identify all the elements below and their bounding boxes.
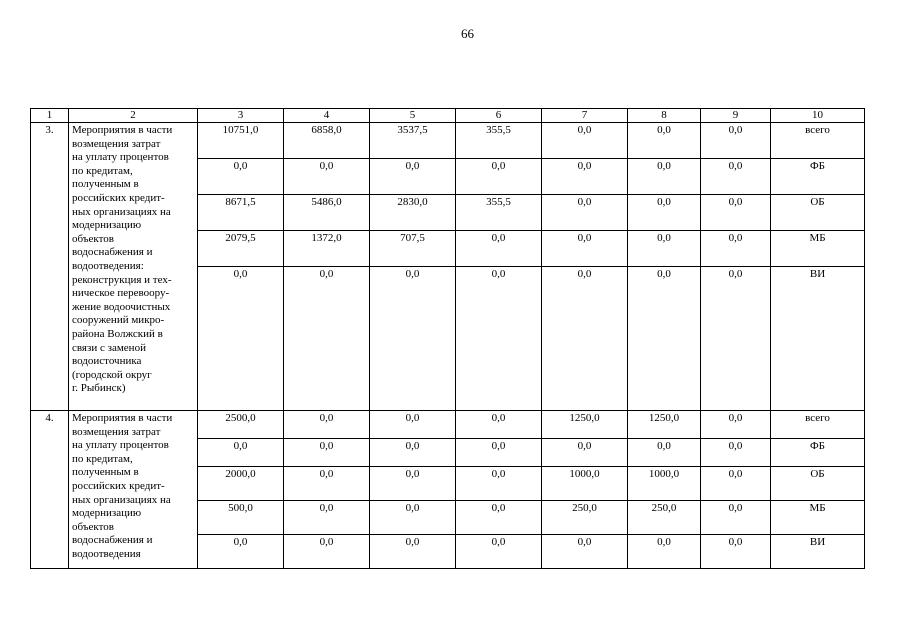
value-cell: 0,0: [628, 231, 701, 267]
description-line: возмещения затрат: [72, 425, 161, 438]
value-cell: 8671,5: [198, 195, 284, 231]
value-cell: 0,0: [456, 411, 542, 439]
header-row: [31, 109, 865, 123]
value-cell: 1372,0: [284, 231, 370, 267]
value-cell: 0,0: [370, 501, 456, 535]
funding-source-cell: всего: [771, 123, 865, 159]
value-cell: 0,0: [628, 439, 701, 467]
value-cell: 10751,0: [198, 123, 284, 159]
header-cell: 7: [542, 109, 628, 123]
value-cell: 2079,5: [198, 231, 284, 267]
item-number: 3.: [31, 123, 69, 411]
value-cell: 0,0: [628, 123, 701, 159]
page-number: 66: [461, 26, 474, 41]
description-line: по кредитам,: [72, 452, 133, 465]
value-cell: 0,0: [701, 501, 771, 535]
value-cell: 0,0: [542, 159, 628, 195]
header-cell: 2: [69, 109, 198, 123]
value-cell: 1000,0: [628, 467, 701, 501]
table-body: [31, 109, 865, 569]
description-line: полученным в: [72, 178, 139, 191]
value-cell: 250,0: [542, 501, 628, 535]
description-line: связи с заменой: [72, 341, 146, 354]
value-cell: 0,0: [456, 467, 542, 501]
header-cell: 6: [456, 109, 542, 123]
description-line: водоотведения: [72, 547, 141, 560]
header-cell: 1: [31, 109, 69, 123]
value-cell: 0,0: [198, 267, 284, 411]
header-cell: 3: [198, 109, 284, 123]
funding-source-cell: МБ: [771, 231, 865, 267]
value-cell: 0,0: [370, 439, 456, 467]
funding-source-cell: ВИ: [771, 535, 865, 569]
value-cell: 0,0: [542, 123, 628, 159]
value-cell: 1250,0: [542, 411, 628, 439]
value-cell: 0,0: [542, 535, 628, 569]
value-cell: 0,0: [628, 267, 701, 411]
table-row: [31, 123, 865, 159]
header-cell: 8: [628, 109, 701, 123]
value-cell: 0,0: [701, 195, 771, 231]
value-cell: 0,0: [284, 535, 370, 569]
value-cell: 0,0: [284, 467, 370, 501]
value-cell: 0,0: [370, 467, 456, 501]
value-cell: 6858,0: [284, 123, 370, 159]
funding-source-cell: всего: [771, 411, 865, 439]
value-cell: 0,0: [284, 159, 370, 195]
value-cell: 250,0: [628, 501, 701, 535]
funding-source-cell: ФБ: [771, 439, 865, 467]
value-cell: 0,0: [628, 159, 701, 195]
value-cell: 0,0: [542, 267, 628, 411]
value-cell: 0,0: [370, 411, 456, 439]
value-cell: 355,5: [456, 195, 542, 231]
value-cell: 0,0: [284, 267, 370, 411]
value-cell: 0,0: [701, 411, 771, 439]
value-cell: 0,0: [198, 535, 284, 569]
value-cell: 2500,0: [198, 411, 284, 439]
description-line: г. Рыбинск): [72, 382, 126, 395]
item-description: [69, 123, 198, 411]
description-line: полученным в: [72, 466, 139, 479]
header-cell: 4: [284, 109, 370, 123]
description-line: ных организациях на: [72, 493, 171, 506]
description-line: ническое перевоору-: [72, 287, 170, 300]
description-line: сооружений микро-: [72, 314, 165, 327]
value-cell: 707,5: [370, 231, 456, 267]
header-cell: 10: [771, 109, 865, 123]
value-cell: 2830,0: [370, 195, 456, 231]
value-cell: 0,0: [701, 123, 771, 159]
value-cell: 1250,0: [628, 411, 701, 439]
value-cell: 1000,0: [542, 467, 628, 501]
value-cell: 0,0: [284, 501, 370, 535]
value-cell: 0,0: [542, 195, 628, 231]
value-cell: 0,0: [456, 535, 542, 569]
funding-source-cell: МБ: [771, 501, 865, 535]
header-cell: 9: [701, 109, 771, 123]
description-line: ных организациях на: [72, 205, 171, 218]
value-cell: 0,0: [370, 535, 456, 569]
funding-source-cell: ВИ: [771, 267, 865, 411]
description-line: Мероприятия в части: [72, 124, 173, 136]
value-cell: 0,0: [456, 231, 542, 267]
value-cell: 0,0: [542, 231, 628, 267]
value-cell: 0,0: [456, 159, 542, 195]
value-cell: 0,0: [456, 501, 542, 535]
description-line: на уплату процентов: [72, 439, 169, 452]
table-row: [31, 411, 865, 439]
description-line: (городской округ: [72, 368, 152, 381]
funding-source-cell: ОБ: [771, 467, 865, 501]
value-cell: 0,0: [701, 267, 771, 411]
item-description: [69, 411, 198, 569]
value-cell: 2000,0: [198, 467, 284, 501]
description-line: российских кредит-: [72, 479, 165, 492]
value-cell: 0,0: [701, 467, 771, 501]
funding-source-cell: ОБ: [771, 195, 865, 231]
value-cell: 0,0: [456, 267, 542, 411]
description-line: по кредитам,: [72, 164, 133, 177]
value-cell: 500,0: [198, 501, 284, 535]
description-line: водоснабжения и: [72, 534, 153, 547]
value-cell: 355,5: [456, 123, 542, 159]
value-cell: 0,0: [628, 535, 701, 569]
description-line: водоснабжения и: [72, 246, 153, 259]
description-line: возмещения затрат: [72, 137, 161, 150]
value-cell: 0,0: [701, 231, 771, 267]
description-line: объектов: [72, 232, 114, 245]
description-line: модернизацию: [72, 507, 142, 520]
description-line: на уплату процентов: [72, 151, 169, 164]
description-line: водоотведения:: [72, 259, 144, 272]
description-line: жение водоочистных: [72, 300, 171, 313]
value-cell: 0,0: [284, 411, 370, 439]
description-line: водоисточника: [72, 355, 142, 368]
value-cell: 0,0: [284, 439, 370, 467]
value-cell: 0,0: [370, 267, 456, 411]
value-cell: 5486,0: [284, 195, 370, 231]
description-line: Мероприятия в части: [72, 412, 173, 424]
description-line: объектов: [72, 520, 114, 533]
value-cell: 3537,5: [370, 123, 456, 159]
value-cell: 0,0: [198, 439, 284, 467]
value-cell: 0,0: [701, 535, 771, 569]
description-line: модернизацию: [72, 219, 142, 232]
description-line: реконструкция и тех-: [72, 273, 172, 286]
value-cell: 0,0: [198, 159, 284, 195]
description-line: российских кредит-: [72, 191, 165, 204]
value-cell: 0,0: [701, 159, 771, 195]
value-cell: 0,0: [628, 195, 701, 231]
value-cell: 0,0: [370, 159, 456, 195]
header-cell: 5: [370, 109, 456, 123]
value-cell: 0,0: [456, 439, 542, 467]
item-number: 4.: [31, 411, 69, 569]
budget-table: [30, 108, 865, 569]
value-cell: 0,0: [542, 439, 628, 467]
value-cell: 0,0: [701, 439, 771, 467]
description-line: района Волжский в: [72, 327, 163, 340]
funding-source-cell: ФБ: [771, 159, 865, 195]
